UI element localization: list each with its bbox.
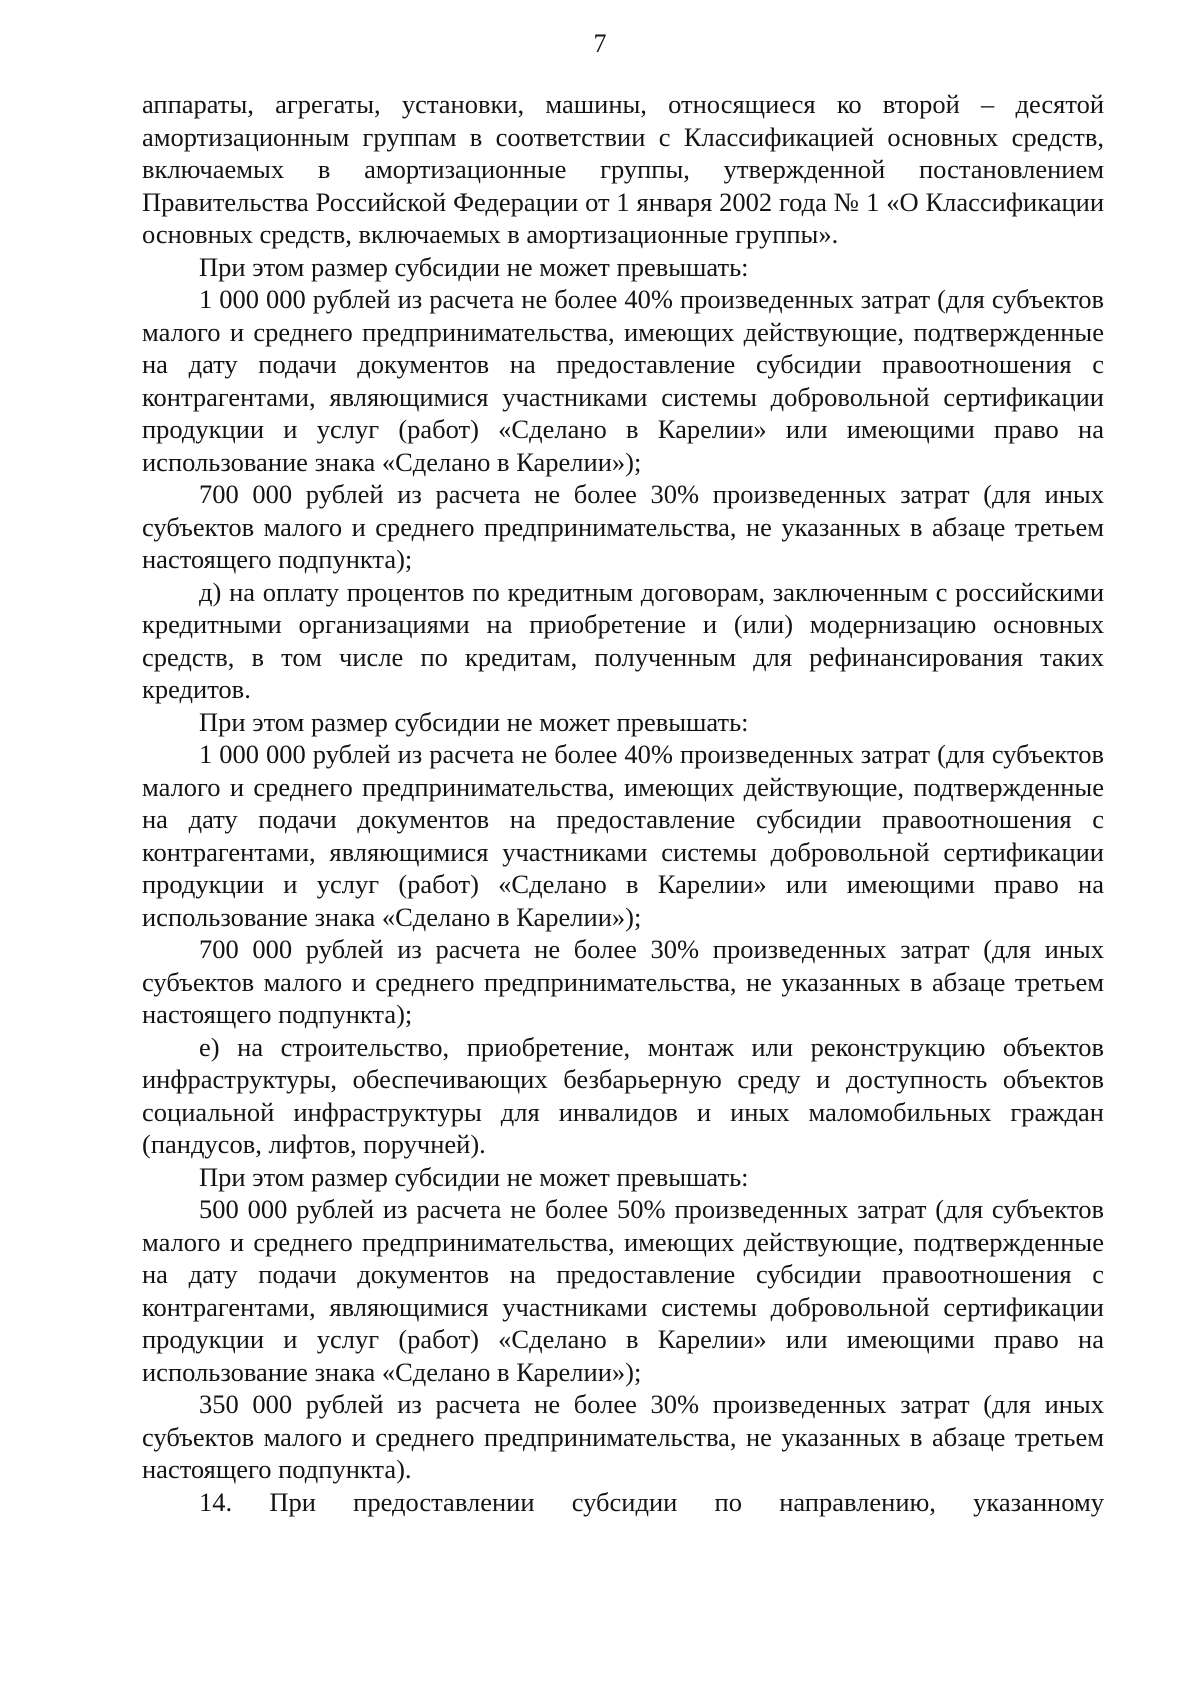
- paragraph-item-d: д) на оплату процентов по кредитным договорам, заключенным с российскими кредитными организациями на приобретение и (или) модернизацию основных средств, в том числе по кредитам, полученным для рефинансирования таких кредитов.: [142, 576, 1104, 704]
- page-number: 7: [593, 29, 607, 58]
- paragraph-limit-other: 700 000 рублей из расчета не более 30% произведенных затрат (для иных субъектов малого и среднего предпринимательства, не указанных в абзаце третьем настоящего подпункта);: [142, 934, 1104, 1029]
- paragraph-limit-certified: 500 000 рублей из расчета не более 50% произведенных затрат (для субъектов малого и среднего предпринимательства, имеющих действующие, подтвержденные на дату подачи документов на предоставление субсидии правоотношения с контрагентами, являющимися участниками системы добровольной сертификации продукции и услуг (работ) «Сделано в Карелии» или имеющими право на использование знака «Сделано в Карелии»);: [142, 1194, 1104, 1387]
- paragraph-limit-intro: При этом размер субсидии не может превышать:: [199, 251, 749, 282]
- paragraph-limit-intro: При этом размер субсидии не может превышать:: [199, 1161, 749, 1192]
- paragraph-limit-other: 700 000 рублей из расчета не более 30% произведенных затрат (для иных субъектов малого и среднего предпринимательства, не указанных в абзаце третьем настоящего подпункта);: [142, 479, 1104, 574]
- paragraph-limit-certified: 1 000 000 рублей из расчета не более 40% произведенных затрат (для субъектов малого и среднего предпринимательства, имеющих действующие, подтвержденные на дату подачи документов на предоставление субсидии правоотношения с контрагентами, являющимися участниками системы добровольной сертификации продукции и услуг (работ) «Сделано в Карелии» или имеющими право на использование знака «Сделано в Карелии»);: [142, 739, 1104, 932]
- paragraph-item-e: е) на строительство, приобретение, монтаж или реконструкцию объектов инфраструктуры, обеспечивающих безбарьерную среду и доступность объектов социальной инфраструктуры для инвалидов и иных маломобильных граждан (пандусов, лифтов, поручней).: [142, 1031, 1104, 1159]
- document-body: [142, 88, 1104, 1518]
- paragraph-continuation: аппараты, агрегаты, установки, машины, относящиеся ко второй – десятой амортизационным группам в соответствии с Классификацией основных средств, включаемых в амортизационные группы, утвержденной постановлением Правительства Российской Федерации от 1 января 2002 года № 1 «О Классификации основных средств, включаемых в амортизационные группы».: [142, 89, 1104, 249]
- paragraph-limit-intro: При этом размер субсидии не может превышать:: [199, 706, 749, 737]
- paragraph-section-14: 14. При предоставлении субсидии по направлению, указанному: [199, 1486, 1104, 1517]
- paragraph-limit-other: 350 000 рублей из расчета не более 30% произведенных затрат (для иных субъектов малого и среднего предпринимательства, не указанных в абзаце третьем настоящего подпункта).: [142, 1389, 1104, 1484]
- paragraph-limit-certified: 1 000 000 рублей из расчета не более 40% произведенных затрат (для субъектов малого и среднего предпринимательства, имеющих действующие, подтвержденные на дату подачи документов на предоставление субсидии правоотношения с контрагентами, являющимися участниками системы добровольной сертификации продукции и услуг (работ) «Сделано в Карелии» или имеющими право на использование знака «Сделано в Карелии»);: [142, 284, 1104, 477]
